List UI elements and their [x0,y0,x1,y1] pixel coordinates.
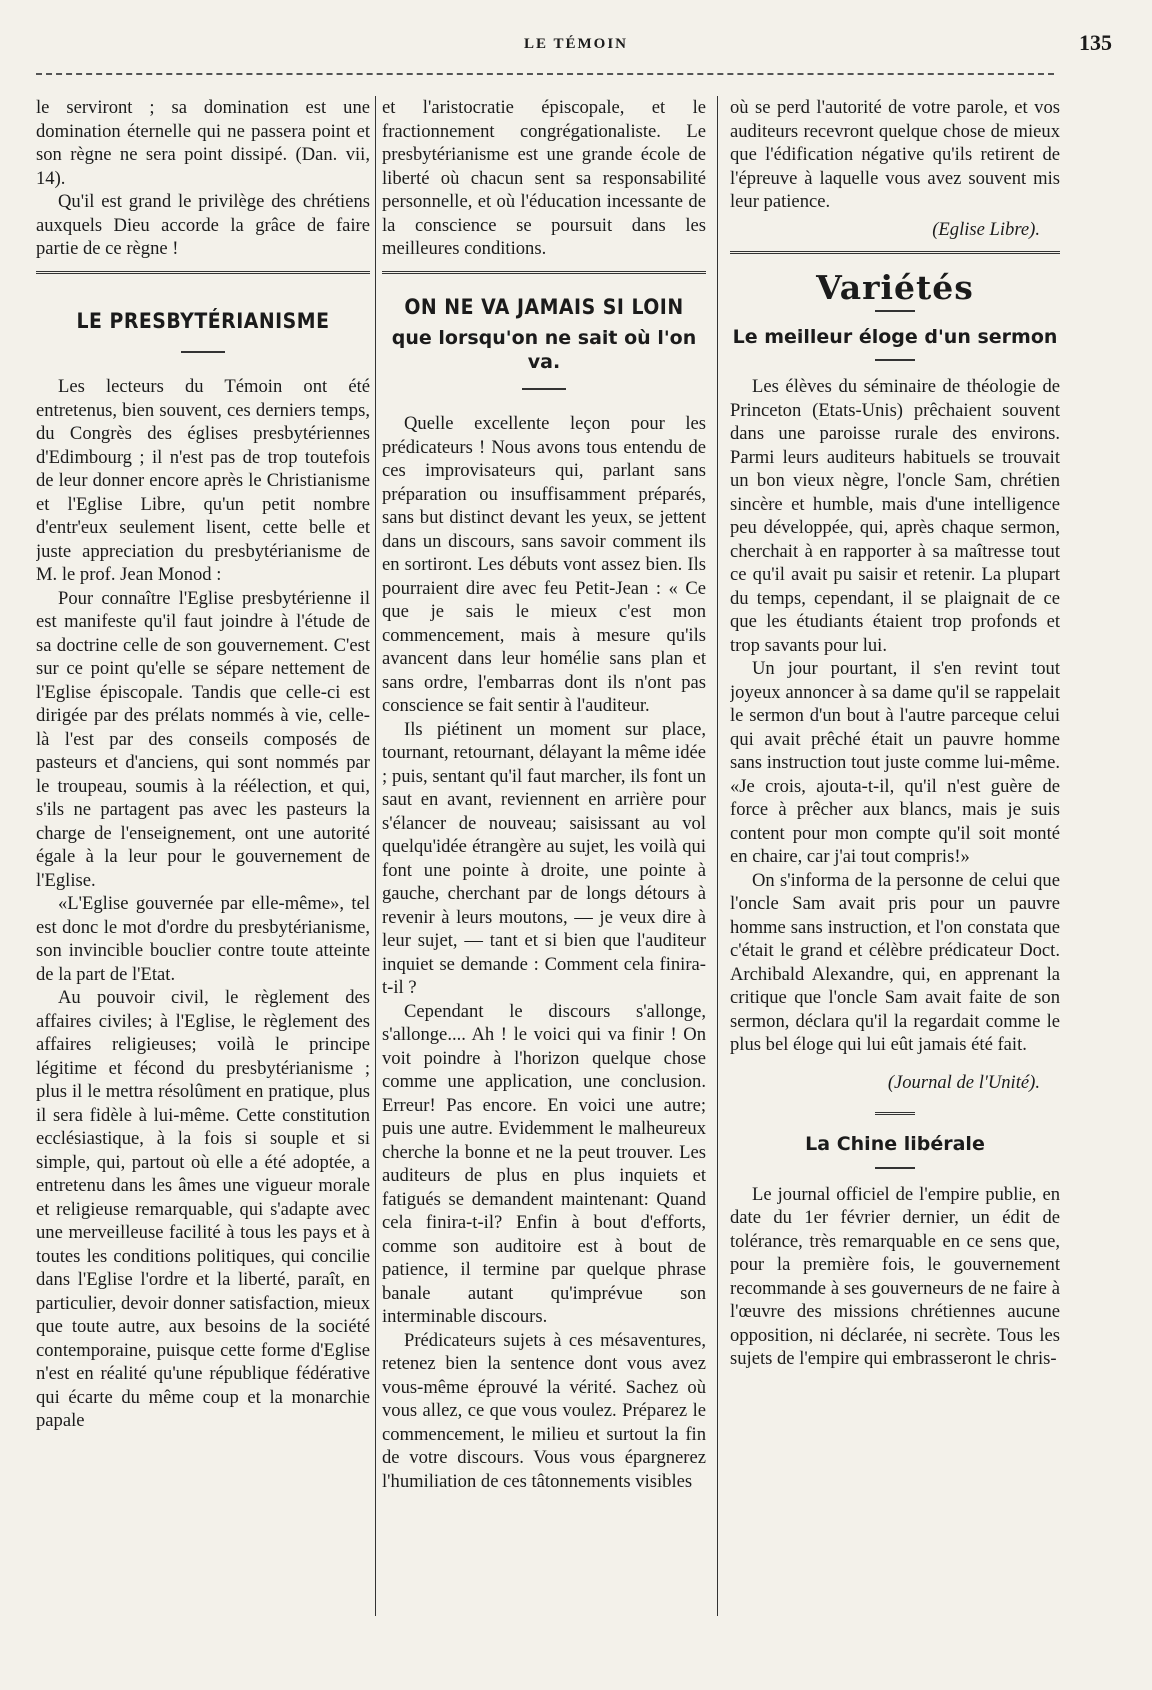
paragraph: Les élèves du séminaire de théologie de Princeton (Etats-Unis) prêchaient souvent dans une paroisse rurale des environs. Parmi leurs auditeurs habituels se trouvait un bon vieux nègre, l'oncle Sam, chrétien sincère et humble, mais d'une intelligence peu développée, qui, après chaque sermon, cherchait à en rapporter à sa maîtresse tout ce qu'il avait pu saisir et retenir. La plupart du temps, cependant, il se plaignait de ce que les étudiants étaient trop profonds et trop savants pour lui. [730,376,1060,656]
running-title: LE TÉMOIN [524,36,628,52]
column-divider [375,96,376,1616]
column-1 [36,96,370,1616]
paragraph: On s'informa de la personne de celui que l'oncle Sam avait pris pour un pauvre homme sans instruction, et l'on constata que c'était le grand et célèbre prédicateur Doct. Archibald Alexandre, qui, en apprenant la critique que l'oncle Sam avait faite de son sermon, déclara qu'il la regardait comme le plus bel éloge qui lui eût jamais été fait. [730,869,1060,1055]
section-title: LE PRESBYTÉRIANISME [76,308,330,333]
paragraph: Qu'il est grand le privilège des chrétiens auxquels Dieu accorde la grâce de faire partie de ce règne ! [36,191,370,259]
paragraph: Quelle excellente leçon pour les prédicateurs ! Nous avons tous entendu de ces improvisateurs qui, parlant sans préparation ou insuffisamment préparés, sans but distinct devant les yeux, se jettent dans un discours, sans savoir comment ils en sortiront. Les débuts vont assez bien. Ils pourraient dire avec feu Petit-Jean : « Ce que je sais le mieux c'est mon commencement, mais à mesure qu'ils avancent dans leur homélie sans plan et sans ordre, l'embarras dont ils n'ont pas conscience se fait sentir à l'auditeur. [382,413,706,716]
title-dash [522,388,566,390]
column-2 [382,96,706,1616]
section-rule [875,1112,915,1115]
source-citation: (Eglise Libre). [932,218,1040,240]
paragraph: Ils piétinent un moment sur place, tournant, retournant, délayant la même idée ; puis, sentant qu'il faut marcher, ils font un saut en avant, reviennent en arrière pour s'élancer de nouveau; saisissant au vol quelqu'idée étrangère au sujet, les voilà qui font une pointe à droite, une pointe à gauche, cherchant par de longs détours à revenir à leurs moutons, — je veux dire à leur sujet, — tant et si bien que l'auditeur inquiet se demande : Comment cela finira-t-il ? [382,718,706,998]
column-divider [717,96,718,1616]
paragraph: Pour connaître l'Eglise presbytérienne il est manifeste qu'il faut joindre à l'étude de sa doctrine celle de son gouvernement. C'est sur ce point qu'elle se sépare nettement de l'Eglise épiscopale. Tandis que celle-ci est dirigée par des prélats nommés à vie, celle-là l'est par des conseils composés de pasteurs et d'anciens, qui sont nommés par le troupeau, soumis à la réélection, et qui, s'ils ne partagent pas avec les pasteurs la charge de l'enseignement, ont une autorité égale à la leur pour le gouvernement de l'Eglise. [36,587,370,891]
page-number: 135 [1079,30,1112,55]
paragraph: Le journal officiel de l'empire publie, en date du 1er février dernier, un édit de tolérance, très remarquable en ce sens que, pour la première fois, le gouvernement recommande à ses gouverneurs de ne faire à l'œuvre des missions chrétiennes aucune opposition, ni déclarée, ni secrète. Tous les sujets de l'empire qui embrasseront le chris- [730,1183,1060,1369]
title-dash [875,1167,915,1169]
title-dash [875,359,915,361]
paragraph: et l'aristocratie épiscopale, et le fractionnement congrégationaliste. Le presbytérianisme est une grande école de liberté où chacun sent sa responsabilité personnelle, et où l'éducation incessante de la conscience se poursuit dans les meilleures conditions. [382,97,706,259]
paragraph: Les lecteurs du Témoin ont été entretenus, bien souvent, ces derniers temps, du Congrès des églises presbytériennes d'Edimbourg ; il n'est pas de trop toutefois de leur donner encore après le Christianisme et l'Eglise Libre, qu'un petit nombre d'entr'eux seulement lisent, cette belle et juste appreciation du presbytérianisme de M. le prof. Jean Monod : [36,376,370,585]
header-rule [36,73,1054,75]
article-title: Le meilleur éloge d'un sermon [732,325,1058,348]
column-3 [730,96,1060,1616]
section-rule [730,251,1060,254]
paragraph: «L'Eglise gouvernée par elle-même», tel est donc le mot d'ordre du presbytérianisme, son invincible bouclier contre toute atteinte de la part de l'Etat. [36,893,370,985]
section-rule [36,271,370,274]
section-rule [382,271,706,274]
paragraph: Prédicateurs sujets à ces mésaventures, retenez bien la sentence dont vous avez vous-même éprouvé la vérité. Sachez où vous allez, ce que vous voulez. Préparez le commencement, le milieu et surtout la fin de votre discours. Vous vous épargnerez l'humiliation de ces tâtonnements visibles [382,1329,706,1492]
paragraph: Cependant le discours s'allonge, s'allonge.... Ah ! le voici qui va finir ! On voit poindre à l'horizon quelque chose comme une application, une conclusion. Erreur! Pas encore. En voici une autre; puis une autre. Evidemment le malheureux cherche la bonne et ne la peut trouver. Les auditeurs de plus en plus inquiets et fatigués se demandent maintenant: Quand cela finira-t-il? Enfin à bout d'efforts, comme son auditoire est à bout de patience, il termine par quelque phrase banale autant qu'imprévue son interminable discours. [382,1000,706,1327]
section-subtitle: que lorsqu'on ne sait où l'on va. [391,327,697,373]
paragraph: Au pouvoir civil, le règlement des affaires civiles; à l'Eglise, le règlement des affaires religieuses; voilà le principe légitime et fécond du presbytérianisme ; plus il le mettra résolûment en pratique, plus il sera fidèle à lui-même. Cette constitution ecclésiastique, à la fois si souple et si simple, qui, partout où elle a été adoptée, a entretenu dans les âmes une vigueur morale et religieuse remarquable, qui s'adapte avec une merveilleuse facilité à tous les pays et à toutes les conditions politiques, qui concilie dans l'Eglise l'ordre et la liberté, paraît, en particulier, devoir donner satisfaction, mieux que toute autre, aux besoins de la société contemporaine, puisque cette forme d'Eglise n'est en réalité qu'une république fédérative qui écarte du même coup et la monarchie papale [36,987,370,1431]
varietes-heading: Variétés [816,268,974,307]
article-title: La Chine libérale [805,1133,985,1155]
paragraph: Un jour pourtant, il s'en revint tout joyeux annoncer à sa dame qu'il se rappelait le sermon d'un bout à l'autre parceque celui qui avait prêché était un pauvre homme sans instruction tout juste comme lui-même. «Je crois, ajouta-t-il, qu'il n'est guère de force à prêcher aux blancs, mais je suis content pour mon compte qu'il soit monté en chaire, car j'ai tout compris!» [730,658,1060,867]
page-header [36,30,1116,62]
paragraph: où se perd l'autorité de votre parole, et vos auditeurs recevront quelque chose de mieux que l'édification négative qu'ils retirent de l'épreuve à laquelle vous avez souvent mis leur patience. [730,97,1060,212]
source-citation: (Journal de l'Unité). [887,1071,1040,1093]
paragraph: le serviront ; sa domination est une domination éternelle qui ne passera point et son règne ne sera point dissipé. (Dan. vii, 14). [36,97,370,189]
title-dash [181,351,225,353]
section-title: ON NE VA JAMAIS SI LOIN [404,294,684,319]
title-dash [875,310,915,312]
